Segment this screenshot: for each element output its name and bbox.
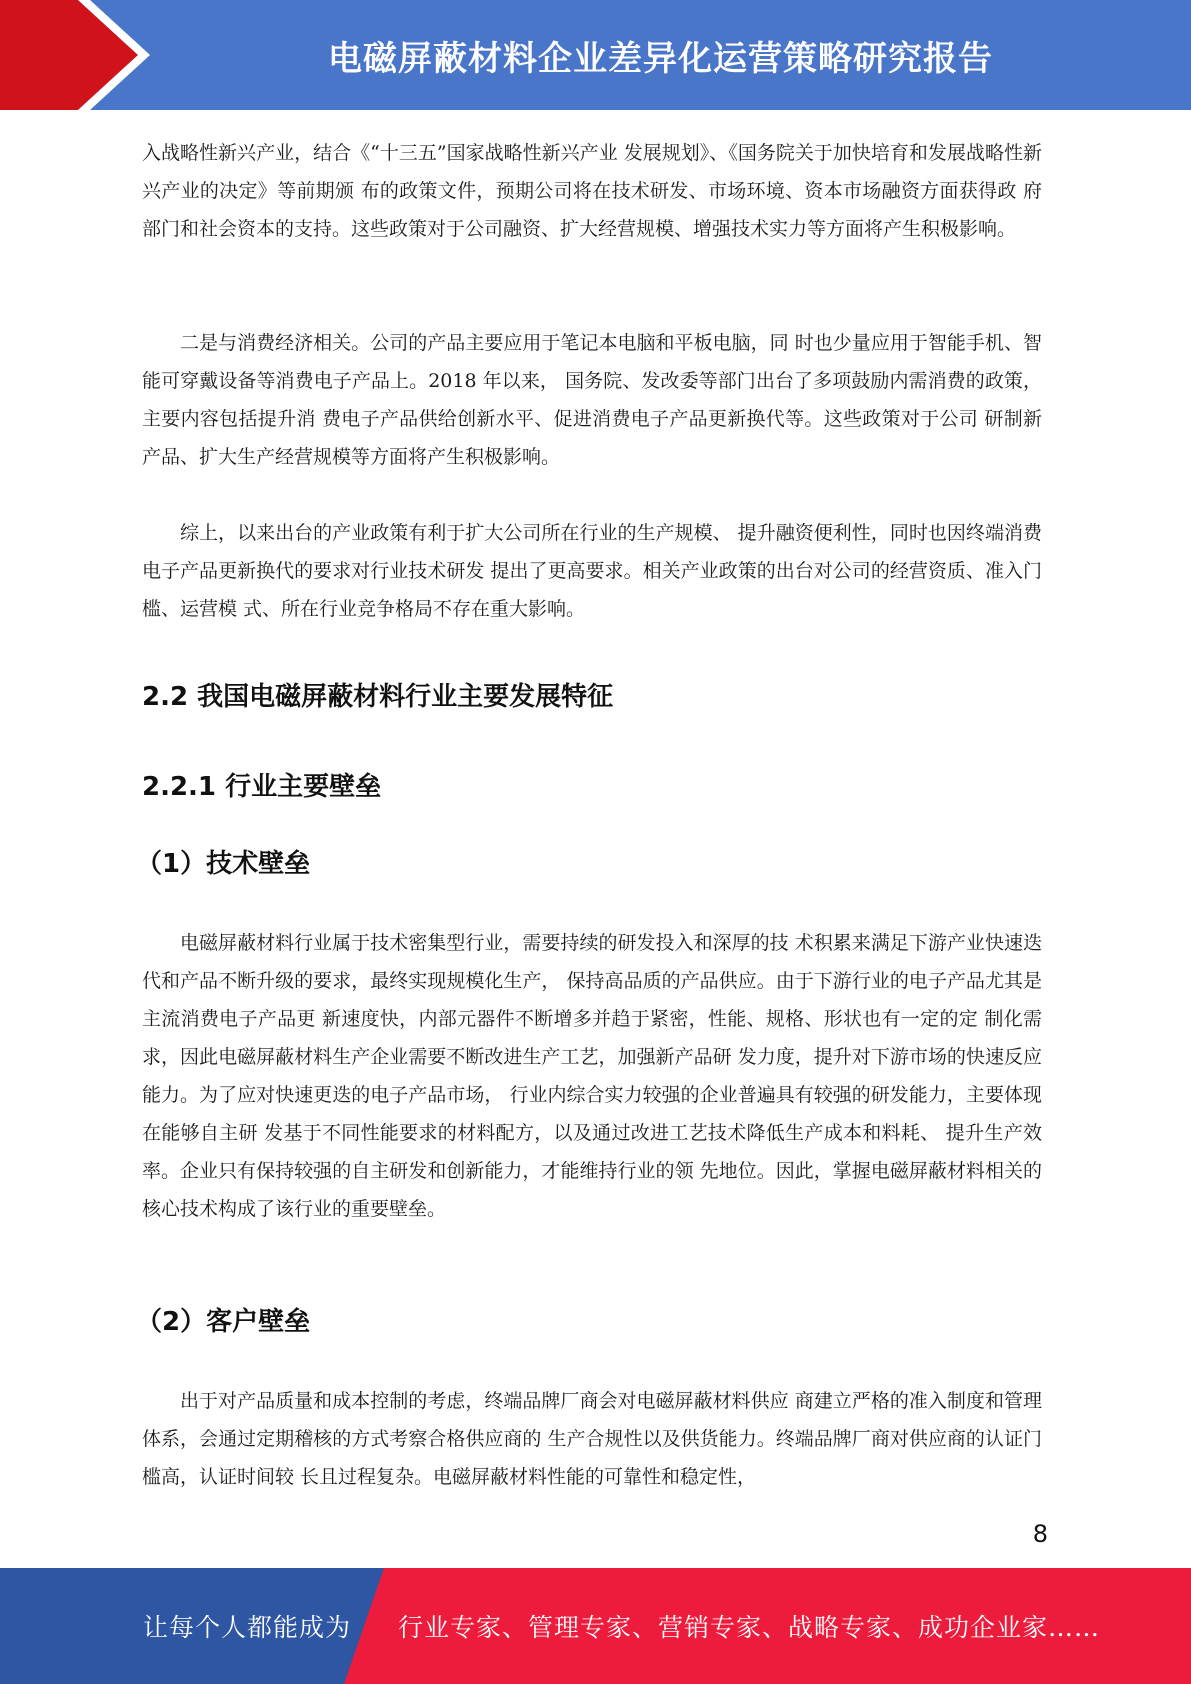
footer-slogan-right: 行业专家、管理专家、营销专家、战略专家、成功企业家…… bbox=[398, 1613, 1101, 1642]
report-title: 电磁屏蔽材料企业差异化运营策略研究报告 bbox=[328, 38, 993, 79]
heading-2-2: 2.2 我国电磁屏蔽材料行业主要发展特征 bbox=[142, 682, 614, 712]
page-header bbox=[0, 0, 1191, 110]
page-footer bbox=[0, 1568, 1191, 1684]
paragraph-3: 综上，以来出台的产业政策有利于扩大公司所在行业的生产规模、 提升融资便利性，同时也因终端消费电子产品更新换代的要求对行业技术研发 提出了更高要求。相关产业政策的出台对公司的经营资质、准入门槛、运营模 式、所在行业竞争格局不存在重大影响。 bbox=[142, 522, 1042, 620]
heading-customer-barrier: （2）客户壁垒 bbox=[136, 1307, 311, 1337]
paragraph-5-block bbox=[142, 1382, 1042, 1496]
paragraph-4-block bbox=[142, 924, 1042, 1228]
paragraph-5: 出于对产品质量和成本控制的考虑，终端品牌厂商会对电磁屏蔽材料供应 商建立严格的准入制度和管理体系，会通过定期稽核的方式考察合格供应商的 生产合规性以及供货能力。终端品牌厂商对供应商的认证门槛高，认证时间较 长且过程复杂。电磁屏蔽材料性能的可靠性和稳定性， bbox=[142, 1390, 1042, 1488]
header-red-arrow-icon bbox=[0, 0, 150, 110]
paragraph-1-block bbox=[142, 134, 1042, 248]
footer-slogan-left: 让每个人都能成为 bbox=[143, 1613, 352, 1642]
paragraph-4: 电磁屏蔽材料行业属于技术密集型行业，需要持续的研发投入和深厚的技 术积累来满足下游产业快速迭代和产品不断升级的要求，最终实现规模化生产， 保持高品质的产品供应。由于下游行业的电子产品尤其是主流消费电子产品更 新速度快，内部元器件不断增多并趋于紧密，性能、规格、形状也有一定的定 制化需求，因此电磁屏蔽材料生产企业需要不断改进生产工艺，加强新产品研 发力度，提升对下游市场的快速反应能力。为了应对快速更迭的电子产品市场， 行业内综合实力较强的企业普遍具有较强的研发能力，主要体现在能够自主研 发基于不同性能要求的材料配方，以及通过改进工艺技术降低生产成本和料耗、 提升生产效率。企业只有保持较强的自主研发和创新能力，才能维持行业的领 先地位。因此，掌握电磁屏蔽材料相关的核心技术构成了该行业的重要壁垒。 bbox=[142, 932, 1042, 1220]
heading-tech-barrier: （1）技术壁垒 bbox=[136, 849, 311, 879]
heading-2-2-1: 2.2.1 行业主要壁垒 bbox=[142, 772, 382, 802]
paragraph-3-block bbox=[142, 514, 1042, 628]
paragraph-2: 二是与消费经济相关。公司的产品主要应用于笔记本电脑和平板电脑，同 时也少量应用于智能手机、智能可穿戴设备等消费电子产品上。2018 年以来， 国务院、发改委等部门出台了多项鼓励内需消费的政策，主要内容包括提升消 费电子产品供给创新水平、促进消费电子产品更新换代等。这些政策对于公司 研制新产品、扩大生产经营规模等方面将产生积极影响。 bbox=[142, 332, 1042, 468]
page-number: 8 bbox=[1032, 1520, 1048, 1548]
paragraph-1: 入战略性新兴产业，结合《“十三五”国家战略性新兴产业 发展规划》、《国务院关于加快培育和发展战略性新兴产业的决定》等前期颁 布的政策文件，预期公司将在技术研发、市场环境、资本市场融资方面获得政 府部门和社会资本的支持。这些政策对于公司融资、扩大经营规模、增强技术实力等方面将产生积极影响。 bbox=[142, 142, 1042, 240]
paragraph-2-block bbox=[142, 324, 1042, 476]
